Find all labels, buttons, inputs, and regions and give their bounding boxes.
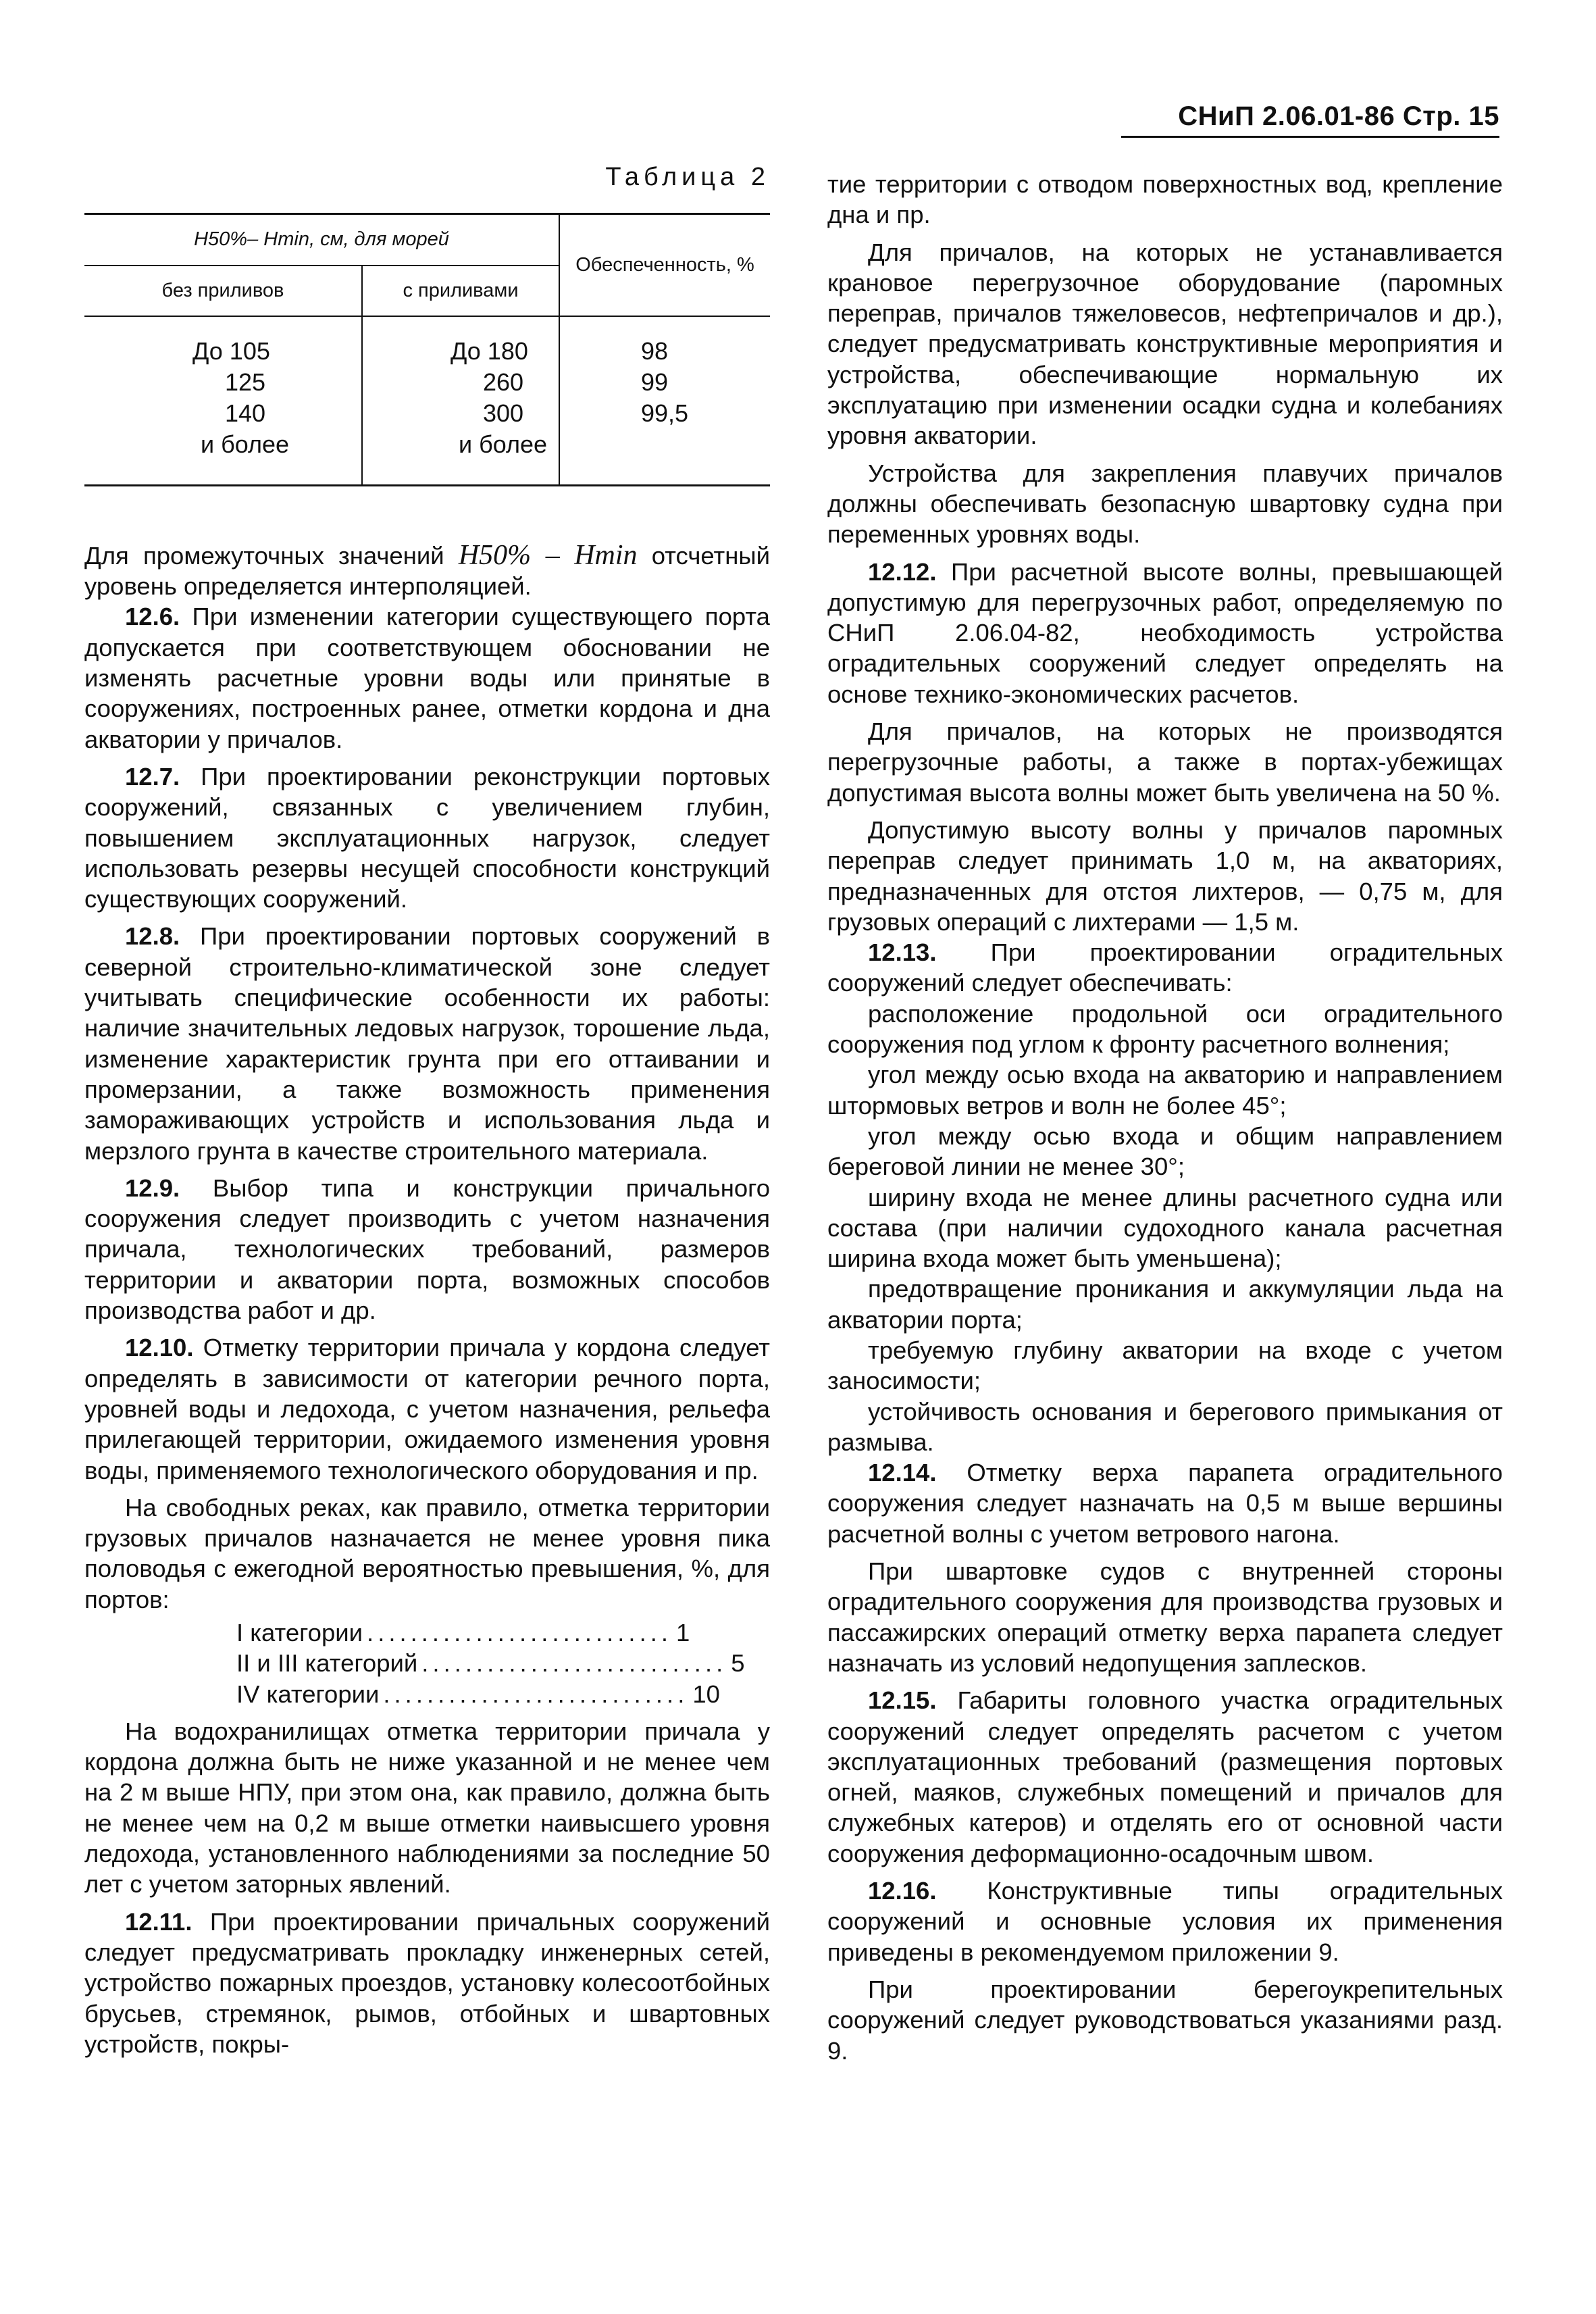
clause-number: 12.16. xyxy=(868,1877,937,1905)
shore-paragraph: При проектировании берегоукрепительных сооружений следует руководствоваться указаниями разд. 9. xyxy=(827,1975,1503,2065)
clause-12-7 xyxy=(84,761,770,914)
clause-text: При изменении категории существующего порта допускается при соответствующем обосновании не изменять расчетные уровни воды или принятые в сооружениях, построенных ранее, отметки кордона и дна акватории у причалов. xyxy=(84,603,770,753)
table-cell: и более xyxy=(459,430,548,458)
clause-number: 12.15. xyxy=(868,1686,937,1715)
clause-12-10 xyxy=(84,1332,770,1485)
category-value: 1 xyxy=(676,1618,690,1646)
clause-12-12 xyxy=(827,557,1503,709)
free-rivers-paragraph: На свободных реках, как правило, отметка территории грузовых причалов назначается не менее уровня пика половодья с ежегодной вероятностью превышения, %, для портов: xyxy=(84,1493,770,1613)
clause-12-9 xyxy=(84,1173,770,1326)
clause-text: Отметку территории причала у кордона следует определять в зависимости от категории речного порта, уровней воды и ледохода, с учетом назначения, рельефа прилегающей территории, ожидаемого изменения уровня воды, применяемого технологического оборудования и пр. xyxy=(84,1334,770,1484)
clause-12-15 xyxy=(827,1685,1503,1869)
table-cell: и более xyxy=(201,430,290,458)
table-cell: 125 xyxy=(225,368,266,396)
category-label: IV категории xyxy=(236,1680,380,1708)
table-cell: 99 xyxy=(641,368,669,396)
leader-dots: ............................ xyxy=(383,1680,689,1708)
floating-paragraph: Устройства для закрепления плавучих причалов должны обеспечивать безопасную швартовку судна при переменных уровнях воды. xyxy=(827,459,1503,549)
table-cell: 300 xyxy=(483,399,524,427)
clause-12-6 xyxy=(84,601,770,754)
clause-number: 12.13. xyxy=(868,938,937,967)
table-col-probability xyxy=(559,316,770,486)
table-caption: Таблица 2 xyxy=(605,163,770,191)
clause-12-11 xyxy=(84,1907,770,2059)
clause-text: При проектировании причальных сооружений следует предусматривать прокладку инженерных сетей, устройство пожарных проездов, установку колесоотбойных брусьев, стремянок, рымов, отбойных и швартовных устройств, покры- xyxy=(84,1907,770,2058)
list-item: ширину входа не менее длины расчетного судна или состава (при наличии судоходного канала расчетная ширина входа может быть уменьшена); xyxy=(827,1183,1503,1273)
list-item: предотвращение проникания и аккумуляции льда на акватории порта; xyxy=(827,1275,1503,1334)
interp-formula: H50% – Hmin xyxy=(458,539,638,571)
clause-text: Выбор типа и конструкции причального сооружения следует производить с учетом назначения причала, технологических требований, размеров территории и акватории порта, возможных способов производства работ и др. xyxy=(84,1174,770,1325)
table-cell: 99,5 xyxy=(641,399,689,427)
clause-text: При расчетной высоте волны, превышающей допустимую для перегрузочных работ, определяемую по СНиП 2.06.04-82, необходимость устройства оградительных сооружений следует определять на основе технико-экономических расчетов. xyxy=(827,557,1503,708)
category-value: 5 xyxy=(731,1649,745,1678)
right-column xyxy=(827,169,1503,2066)
table-header-probability: Обеспеченность, % xyxy=(559,214,770,316)
list-item: расположение продольной оси оградительного сооружения под углом к фронту расчетного волнения; xyxy=(827,999,1503,1059)
leader-dots: ............................ xyxy=(421,1649,727,1678)
list-item: устойчивость основания и берегового примыкания от размыва. xyxy=(827,1397,1503,1456)
category-list xyxy=(236,1617,770,1709)
continuation-paragraph: тие территории с отводом поверхностных вод, крепление дна и пр. xyxy=(827,170,1503,229)
clause-number: 12.8. xyxy=(125,922,180,951)
category-label: I категории xyxy=(236,1618,363,1646)
reservoirs-paragraph: На водохранилищах отметка территории причала у кордона должна быть не ниже указанной и не менее чем на 2 м выше НПУ, при этом она, как правило, должна быть не менее чем на 0,2 м выше отметки наивысшего уровня ледохода, установленного наблюдениями за последние 50 лет с учетом заторных явлений. xyxy=(84,1717,770,1898)
clause-text: При проектировании реконструкции портовых сооружений, связанных с увеличением глубин, повышением эксплуатационных нагрузок, следует использовать резервы несущей способности конструкций существующих сооружений. xyxy=(84,762,770,913)
clause-text: При проектировании портовых сооружений в северной строительно-климатической зоне следует учитывать специфические особенности их работы: наличие значительных ледовых нагрузок, торошение льда, изменение характеристик грунта при его оттаивании и промерзании, а также возможность применения замораживающих устройств и использования льда и мерзлого грунта в качестве строительного материала. xyxy=(84,922,770,1165)
list-item: угол между осью входа на акваторию и направлением штормовых ветров и волн не более 45°; xyxy=(827,1061,1503,1120)
interp-text-b: отсчетный уровень определяется интерполяцией. xyxy=(84,541,770,601)
shelter-paragraph: Для причалов, на которых не производятся перегрузочные работы, а также в портах-убежищах допустимая высота волны может быть увеличена на 50 %. xyxy=(827,718,1503,807)
table-2 xyxy=(84,213,770,486)
category-label: II и III категорий xyxy=(236,1649,418,1678)
table-cell: 98 xyxy=(641,336,669,365)
clause-12-8 xyxy=(84,921,770,1165)
list-item: угол между осью входа и общим направлением береговой линии не менее 30°; xyxy=(827,1122,1503,1181)
mooring-paragraph: При швартовке судов с внутренней стороны оградительного сооружения для производства грузовых и пассажирских операций отметку верха парапета следует назначать из условий недопущения заплесков. xyxy=(827,1557,1503,1677)
running-head: СНиП 2.06.01-86 Стр. 15 xyxy=(1121,101,1499,138)
clause-number: 12.9. xyxy=(125,1174,180,1202)
table-cell: До 105 xyxy=(192,336,270,365)
clause-text: Конструктивные типы оградительных сооружений и основные условия их применения приведены в рекомендуемом приложении 9. xyxy=(827,1877,1503,1966)
clause-number: 12.6. xyxy=(125,603,180,631)
clause-12-16 xyxy=(827,1876,1503,1967)
clause-12-13 xyxy=(827,937,1503,999)
allowed-wave-paragraph: Допустимую высоту волны у причалов паромных переправ следует принимать 1,0 м, на акваториях, предназначенных для отстоя лихтеров, — 0,75 м, для грузовых операций с лихтерами — 1,5 м. xyxy=(827,815,1503,936)
leader-dots: ............................ xyxy=(367,1618,672,1646)
table-cell: До 180 xyxy=(451,336,528,365)
interp-text-a: Для промежуточных значений xyxy=(84,541,444,570)
ferry-paragraph: Для причалов, на которых не устанавливается крановое перегрузочное оборудование (паромных переправ, причалов тяжеловесов, нефтепричалов и др.), следует предусматривать конструктивные мероприятия и устройства, обеспечивающие нормальную их эксплуатацию при изменении осадки судна и колебаниях уровня акватории. xyxy=(827,238,1503,450)
left-column xyxy=(84,162,770,2059)
category-value: 10 xyxy=(692,1680,720,1708)
clause-text: Габариты головного участка оградительных сооружений следует определять расчетом с учетом эксплуатационных требований (размещения портовых огней, маяков, служебных помещений и причалов для служебных катеров) и отделять его от основной части сооружения деформационно-осадочным швом. xyxy=(827,1686,1503,1867)
clause-text: Отметку верха парапета оградительного сооружения следует назначать на 0,5 м выше вершины расчетной волны с учетом ветрового нагона. xyxy=(827,1459,1503,1548)
clause-number: 12.7. xyxy=(125,762,180,790)
table-col-no-tides xyxy=(84,316,362,486)
table-header-tides: с приливами xyxy=(362,266,559,316)
table-header-no-tides: без приливов xyxy=(84,266,362,316)
clause-text: При проектировании оградительных сооружений следует обеспечивать: xyxy=(827,938,1503,997)
table-cell: 260 xyxy=(483,368,524,396)
list-item: требуемую глубину акватории на входе с учетом заносимости; xyxy=(827,1336,1503,1395)
list-item xyxy=(236,1617,690,1648)
interpolation-note xyxy=(84,540,770,602)
table-col-tides xyxy=(362,316,559,486)
table-group-header: H50%– Hmin, см, для морей xyxy=(84,214,559,266)
clause-12-14 xyxy=(827,1457,1503,1549)
clause-number: 12.11. xyxy=(125,1907,192,1936)
clause-number: 12.12. xyxy=(868,557,937,586)
clause-number: 12.14. xyxy=(868,1459,937,1487)
list-item xyxy=(236,1679,720,1709)
clause-number: 12.10. xyxy=(125,1334,194,1362)
table-cell: 140 xyxy=(225,399,266,427)
list-item xyxy=(236,1648,745,1678)
